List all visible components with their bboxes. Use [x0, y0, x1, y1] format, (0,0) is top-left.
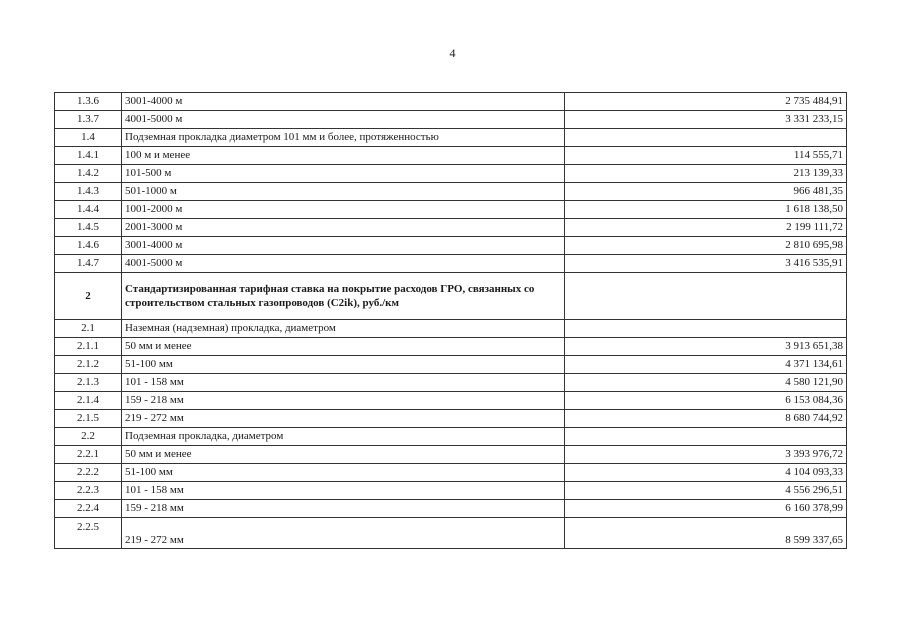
- row-value-cell: 966 481,35: [565, 183, 847, 201]
- row-name-cell: Наземная (надземная) прокладка, диаметром: [122, 320, 565, 338]
- row-value-cell: 1 618 138,50: [565, 201, 847, 219]
- row-number-cell: 1.4.3: [55, 183, 122, 201]
- table-row: [55, 446, 847, 464]
- row-name-cell: 1001-2000 м: [122, 201, 565, 219]
- row-number-cell: 2.2.1: [55, 446, 122, 464]
- row-value-cell: 2 735 484,91: [565, 93, 847, 111]
- table-row: [55, 392, 847, 410]
- row-value-cell: [565, 273, 847, 320]
- row-value-cell: 3 913 651,38: [565, 338, 847, 356]
- row-value-cell: 2 199 111,72: [565, 219, 847, 237]
- row-value-cell: 8 599 337,65: [565, 518, 847, 549]
- row-value-cell: 114 555,71: [565, 147, 847, 165]
- row-value-cell: 4 371 134,61: [565, 356, 847, 374]
- row-name-cell: 100 м и менее: [122, 147, 565, 165]
- row-value-cell: 4 580 121,90: [565, 374, 847, 392]
- table-row: [55, 165, 847, 183]
- row-number-cell: 2.1.1: [55, 338, 122, 356]
- group-row: [55, 320, 847, 338]
- table-row: [55, 338, 847, 356]
- row-name-cell: Подземная прокладка, диаметром: [122, 428, 565, 446]
- row-number-cell: 2.1: [55, 320, 122, 338]
- table-row: [55, 147, 847, 165]
- row-name-cell: 159 - 218 мм: [122, 500, 565, 518]
- row-number-cell: 2.1.5: [55, 410, 122, 428]
- row-number-cell: 2.2.5: [55, 518, 122, 549]
- row-number-cell: 2.2.4: [55, 500, 122, 518]
- row-name-cell: 219 - 272 мм: [122, 518, 565, 549]
- row-name-cell: 2001-3000 м: [122, 219, 565, 237]
- section-row: [55, 273, 847, 320]
- row-name-cell: 501-1000 м: [122, 183, 565, 201]
- table-row: [55, 464, 847, 482]
- row-number-cell: 1.4.4: [55, 201, 122, 219]
- row-value-cell: 3 416 535,91: [565, 255, 847, 273]
- row-number-cell: 2.2: [55, 428, 122, 446]
- row-number-cell: 1.4.6: [55, 237, 122, 255]
- table-row: [55, 183, 847, 201]
- row-value-cell: 3 393 976,72: [565, 446, 847, 464]
- table-row: [55, 374, 847, 392]
- table-row: [55, 518, 847, 549]
- row-name-cell: 101 - 158 мм: [122, 482, 565, 500]
- row-value-cell: [565, 320, 847, 338]
- row-number-cell: 2: [55, 273, 122, 320]
- tariff-table: [54, 92, 847, 549]
- row-name-cell: 219 - 272 мм: [122, 410, 565, 428]
- row-name-cell: 50 мм и менее: [122, 338, 565, 356]
- row-value-cell: 2 810 695,98: [565, 237, 847, 255]
- row-name-cell: 51-100 мм: [122, 464, 565, 482]
- row-value-cell: 6 153 084,36: [565, 392, 847, 410]
- row-name-cell: 4001-5000 м: [122, 255, 565, 273]
- row-number-cell: 2.1.4: [55, 392, 122, 410]
- row-number-cell: 2.1.3: [55, 374, 122, 392]
- row-value-cell: 8 680 744,92: [565, 410, 847, 428]
- row-value-cell: 213 139,33: [565, 165, 847, 183]
- row-name-cell: 3001-4000 м: [122, 93, 565, 111]
- table-row: [55, 410, 847, 428]
- row-number-cell: 2.2.3: [55, 482, 122, 500]
- row-value-cell: 3 331 233,15: [565, 111, 847, 129]
- row-number-cell: 1.4.2: [55, 165, 122, 183]
- row-value-cell: 4 104 093,33: [565, 464, 847, 482]
- row-value-cell: 4 556 296,51: [565, 482, 847, 500]
- page-number: 4: [449, 46, 456, 60]
- row-name-cell: 3001-4000 м: [122, 237, 565, 255]
- row-name-cell: 4001-5000 м: [122, 111, 565, 129]
- row-number-cell: 1.4: [55, 129, 122, 147]
- row-value-cell: [565, 428, 847, 446]
- table-row: [55, 201, 847, 219]
- row-number-cell: 1.4.7: [55, 255, 122, 273]
- tariff-table-body: [55, 93, 847, 549]
- table-row: [55, 93, 847, 111]
- row-name-cell: 101 - 158 мм: [122, 374, 565, 392]
- row-number-cell: 1.4.5: [55, 219, 122, 237]
- table-row: [55, 500, 847, 518]
- table-row: [55, 237, 847, 255]
- table-row: [55, 219, 847, 237]
- row-number-cell: 1.4.1: [55, 147, 122, 165]
- row-number-cell: 1.3.7: [55, 111, 122, 129]
- row-name-cell: 159 - 218 мм: [122, 392, 565, 410]
- row-value-cell: 6 160 378,99: [565, 500, 847, 518]
- row-name-cell: Подземная прокладка диаметром 101 мм и более, протяженностью: [122, 129, 565, 147]
- row-number-cell: 2.2.2: [55, 464, 122, 482]
- row-name-cell: 51-100 мм: [122, 356, 565, 374]
- row-number-cell: 1.3.6: [55, 93, 122, 111]
- table-row: [55, 255, 847, 273]
- row-name-cell: 50 мм и менее: [122, 446, 565, 464]
- group-row: [55, 428, 847, 446]
- row-name-cell: Стандартизированная тарифная ставка на покрытие расходов ГРО, связанных со строительством стальных газопроводов (C2ik), руб./км: [122, 273, 565, 320]
- table-row: [55, 356, 847, 374]
- row-value-cell: [565, 129, 847, 147]
- table-row: [55, 482, 847, 500]
- row-name-cell: 101-500 м: [122, 165, 565, 183]
- row-number-cell: 2.1.2: [55, 356, 122, 374]
- table-row: [55, 111, 847, 129]
- group-row: [55, 129, 847, 147]
